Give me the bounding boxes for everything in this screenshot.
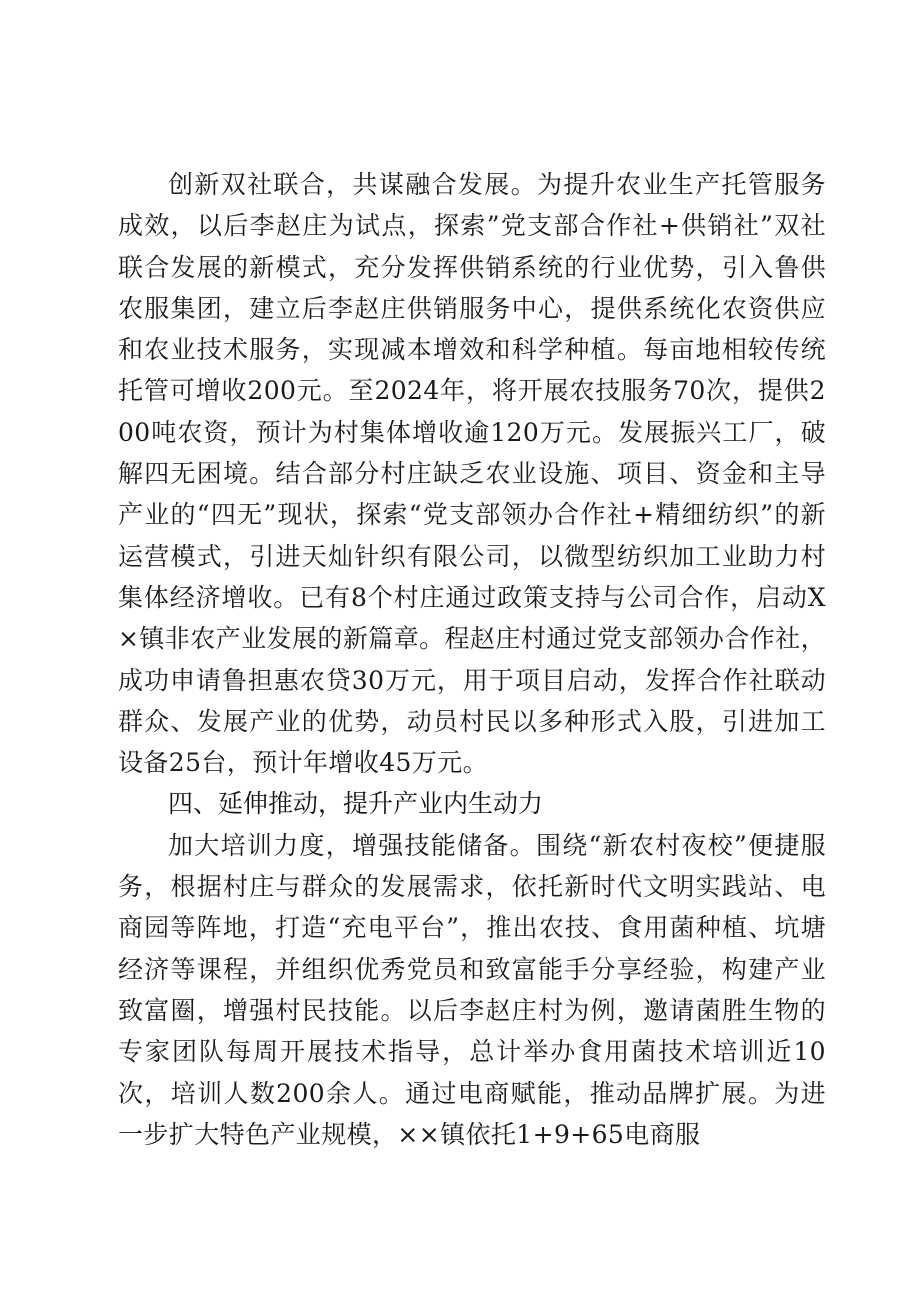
body-paragraph: 加大培训力度，增强技能储备。围绕“新农村夜校”便捷服务，根据村庄与群众的发展需求，依托新时代文明实践站、电商园等阵地，打造“充电平台”，推出农技、食用菌种植、坑塘经济等课程，并组织优秀党员和致富能手分享经验，构建产业致富圈，增强村民技能。以后李赵庄村为例，邀请菌胜生物的专家团队每周开展技术指导，总计举办食用菌技术培训近10次，培训人数200余人。通过电商赋能，推动品牌扩展。为进一步扩大特色产业规模，××镇依托1+9+65电商服 [118, 830, 826, 1149]
section-heading: 四、延伸推动，提升产业内生动力 [168, 789, 544, 819]
body-paragraph: 创新双社联合，共谋融合发展。为提升农业生产托管服务成效，以后李赵庄为试点，探索”党支部合作社+供销社”双社联合发展的新模式，充分发挥供销系统的行业优势，引入鲁供农服集团，建立后李赵庄供销服务中心，提供系统化农资供应和农业技术服务，实现减本增效和科学种植。每亩地相较传统托管可增收200元。至2024年，将开展农技服务70次，提供200吨农资，预计为村集体增收逾120万元。发展振兴工厂，破解四无困境。结合部分村庄缺乏农业设施、项目、资金和主导产业的“四无”现状，探索“党支部领办合作社+精细纺织”的新运营模式，引进天灿针织有限公司，以微型纺织加工业助力村集体经济增收。已有8个村庄通过政策支持与公司合作，启动X×镇非农产业发展的新篇章。程赵庄村通过党支部领办合作社，成功申请鲁担惠农贷30万元，用于项目启动，发挥合作社联动群众、发展产业的优势，动员村民以多种形式入股，引进加工设备25台，预计年增收45万元。 [118, 170, 826, 778]
document-body [118, 164, 826, 1155]
